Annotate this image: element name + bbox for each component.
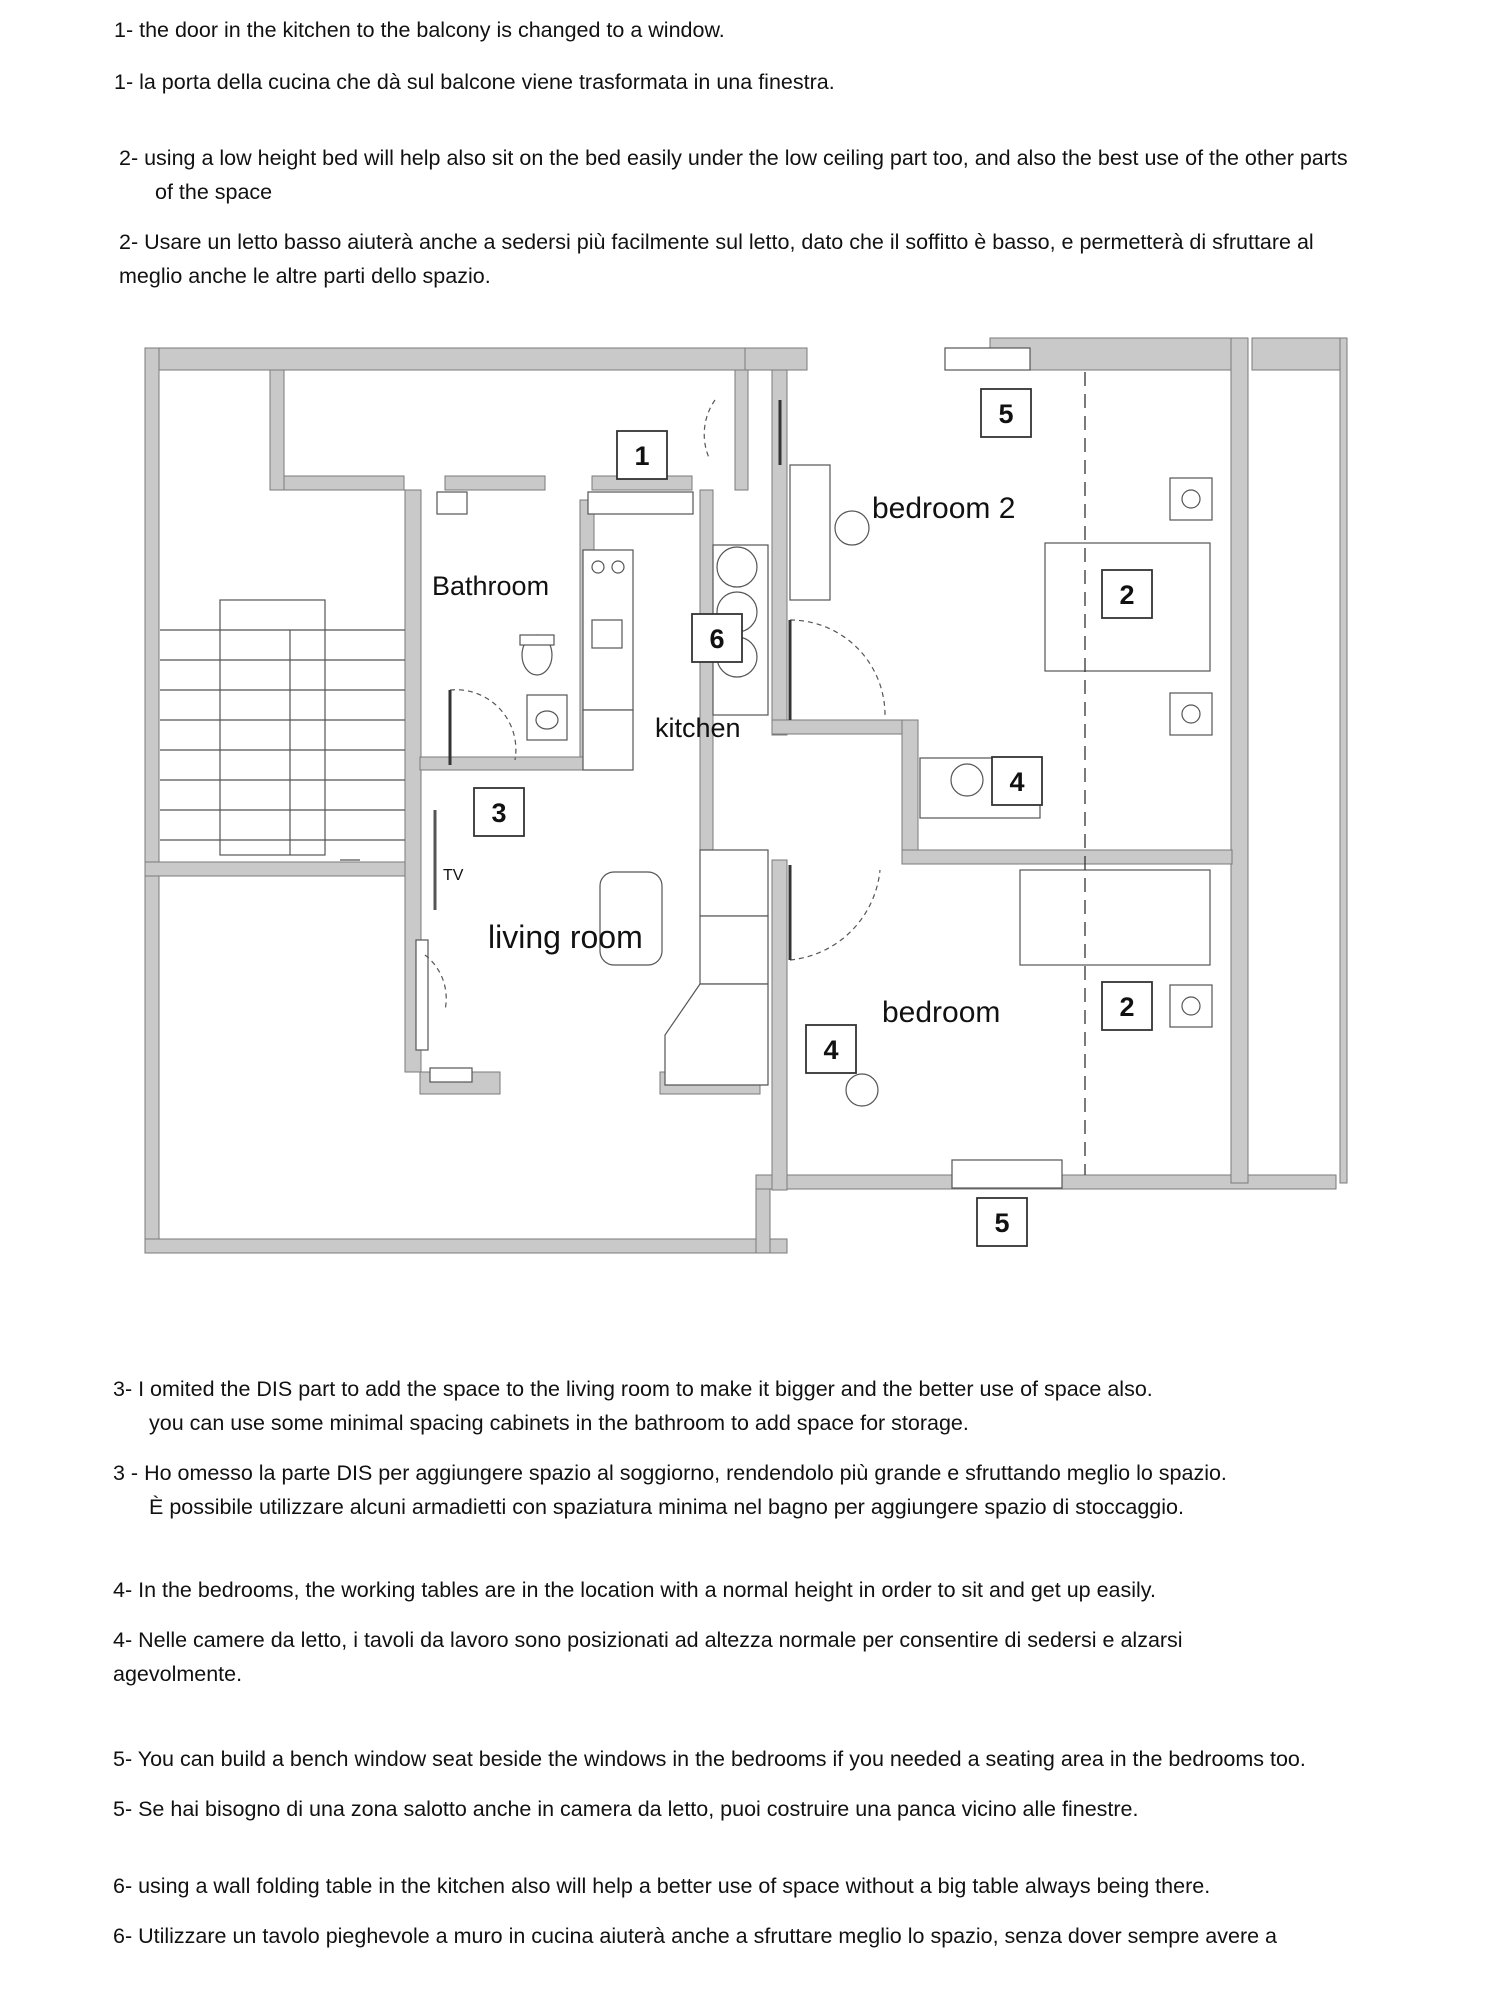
note-4-it: 4- Nelle camere da letto, i tavoli da lavoro sono posizionati ad altezza normale per consentire di sedersi e alzarsi [113, 1628, 1183, 1652]
marker-2b: 2 [1119, 992, 1135, 1022]
note-4-en: 4- In the bedrooms, the working tables are in the location with a normal height in order to sit and get up easily. [113, 1578, 1156, 1602]
label-kitchen: kitchen [655, 713, 741, 743]
staircase [160, 600, 405, 860]
marker-4a: 4 [1009, 767, 1025, 797]
note-3-en: 3- I omited the DIS part to add the space to the living room to make it bigger and the better use of space also. [113, 1377, 1153, 1401]
note-3-it: 3 - Ho omesso la parte DIS per aggiungere spazio al soggiorno, rendendolo più grande e sfruttando meglio lo spazio. [113, 1461, 1227, 1485]
note-2-it-cont: meglio anche le altre parti dello spazio. [119, 264, 491, 288]
marker-5a: 5 [998, 399, 1014, 429]
label-bedroom: bedroom [882, 996, 1001, 1029]
label-tv: TV [443, 867, 464, 884]
note-4-it-cont: agevolmente. [113, 1662, 243, 1686]
marker-2a: 2 [1119, 580, 1135, 610]
label-bedroom-2: bedroom 2 [872, 492, 1016, 525]
marker-6: 6 [709, 624, 725, 654]
label-living-room: living room [488, 919, 643, 955]
label-bathroom: Bathroom [432, 571, 550, 601]
note-1-en: 1- the door in the kitchen to the balcony is changed to a window. [114, 18, 725, 42]
note-6-en: 6- using a wall folding table in the kitchen also will help a better use of space without a big table always being there. [113, 1874, 1211, 1898]
note-2-en: 2- using a low height bed will help also sit on the bed easily under the low ceiling part too, and also the best use of the other parts [119, 146, 1348, 170]
note-3-it-cont: È possibile utilizzare alcuni armadietti con spaziatura minima nel bagno per aggiungere spazio di stoccaggio. [149, 1495, 1184, 1519]
marker-4b: 4 [823, 1035, 839, 1065]
marker-1: 1 [634, 441, 650, 471]
note-5-it: 5- Se hai bisogno di una zona salotto anche in camera da letto, puoi costruire una panca vicino alle finestre. [113, 1797, 1139, 1821]
marker-5b: 5 [994, 1208, 1010, 1238]
note-3-en-cont: you can use some minimal spacing cabinets in the bathroom to add space for storage. [149, 1411, 969, 1435]
note-2-it: 2- Usare un letto basso aiuterà anche a sedersi più facilmente sul letto, dato che il soffitto è basso, e permetterà di sfruttare al [119, 230, 1314, 254]
bathroom-fixtures [520, 635, 567, 740]
note-6-it: 6- Utilizzare un tavolo pieghevole a muro in cucina aiuterà anche a sfruttare meglio lo spazio, senza dover sempre avere a [113, 1924, 1278, 1948]
marker-3: 3 [491, 798, 507, 828]
note-5-en: 5- You can build a bench window seat beside the windows in the bedrooms if you needed a seating area in the bedrooms too. [113, 1747, 1306, 1771]
note-2-en-cont: of the space [155, 180, 273, 204]
note-1-it: 1- la porta della cucina che dà sul balcone viene trasformata in una finestra. [114, 70, 835, 94]
